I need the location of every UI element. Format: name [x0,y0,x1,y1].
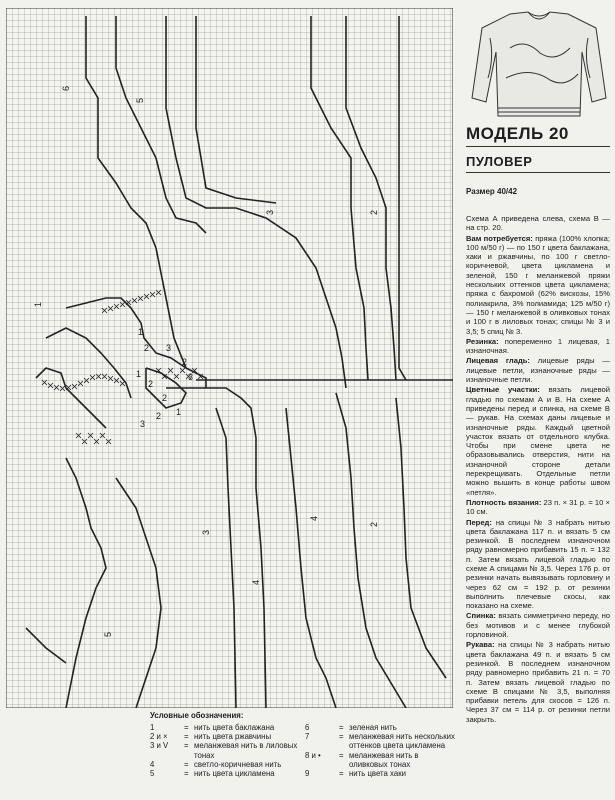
chart-color-number: 4 [251,579,262,586]
model-title: МОДЕЛЬ 20 [466,124,569,143]
chart-color-number: 3 [166,343,172,353]
garment-title: ПУЛОВЕР [466,154,533,169]
size-label: Размер 40/42 [466,187,518,196]
instruction-paragraph: Резинка: попеременно 1 лицевая, 1 изнаночная. [466,336,610,356]
legend-row: 8 и • = меланжевая нить в оливковых тонах [305,750,419,769]
legend-title: Условные обозначения: [150,711,244,720]
legend-row: 5 = нить цвета цикламена [150,769,275,779]
chart-color-number: 3 [140,419,146,429]
chart-color-number: 1 [33,301,44,308]
instruction-paragraph: Перед: на спицы № 3 набрать нитью цвета баклажана 117 п. и вязать 5 см резинкой. В последнем изнаночном ряду равномерно прибавить 15 п. = 132 п. Затем вязать лицевой гладью по схеме А спицами № 3,5. Через 176 р. от резинки начать вывязывать горловину и через 62 см = 192 р. от резинки выполнить плечевые скосы, как показано на схеме. [466,517,610,611]
legend-row: 3 и V = меланжевая нить в лиловых тонах [150,741,298,760]
legend-row: 9 = нить цвета хаки [305,769,406,779]
legend-column-right [305,723,455,778]
chart-color-number: 2 [148,379,154,389]
instruction-paragraph: Плотность вязания: 23 п. × 31 р. = 10 × 10 см. [466,497,610,517]
chart-color-number: 2 [144,343,150,353]
instruction-paragraph: Вам потребуется: пряжа (100% хлопка; 100 м/50 г) — по 150 г цвета баклажана, хаки и ржавчины, по 100 г светло-коричневой, цвета цикламена и зеленой, 150 г меланжевой пряжи нескольких оттенков цвета цикламена; пряжа с бахромой (62% вискозы, 15% полиакрила, 3% полиамида; 125 м/50 г) — 150 г меланжевой в оливковых тонах и 100 г в лиловых тонах; спицы № 3 и 3,5; 5 спиц № 3. [466,233,610,336]
chart-color-number: 4 [309,515,320,522]
legend-row: 1 = нить цвета баклажана [150,723,275,732]
chart-color-number: 3 [265,209,276,216]
legend-row: 7 = меланжевая нить нескольких оттенков цвета цикламена [305,732,455,751]
instruction-paragraph: Схема А приведена слева, схема В — на стр. 20. [466,214,610,233]
chart-color-number: 2 [369,521,380,528]
sweater-sketch [470,8,608,126]
chart-color-number: 2 [369,209,380,216]
legend [150,711,455,799]
knitting-chart [6,8,453,708]
divider [466,172,610,173]
legend-column-left [150,723,300,778]
chart-color-number: 2 [182,357,188,367]
legend-row: 2 и × = нить цвета ржавчины [150,732,272,742]
chart-color-number: 2 [162,393,168,403]
chart-color-number: 6 [61,85,72,92]
instruction-paragraph: Спинка: вязать симметрично переду, но без мотивов и с менее глубокой горловиной. [466,611,610,640]
legend-row: 6 = зеленая нить [305,723,397,732]
chart-color-number: 1 [138,327,144,337]
chart-grid [6,8,453,708]
chart-color-number: 5 [103,631,114,638]
chart-color-number: 3 [188,372,194,382]
divider [466,146,610,147]
instruction-paragraph: Рукава: на спицы № 3 набрать нитью цвета баклажана 49 п. и вязать 5 см резинкой. В последнем изнаночном ряду равномерно прибавить 21 п. = 70 п. Затем вязать лицевой гладью по схеме В спицами № 3,5, выполняя прибавки петель для скосов = 126 п. Через 37 см = 114 р. от резинки петли закрыть. [466,640,610,724]
chart-color-number: 1 [136,369,142,379]
chart-color-number: 1 [176,407,182,417]
instructions [466,214,610,725]
chart-color-number: 2 [156,411,162,421]
chart-color-number: 3 [201,529,212,536]
legend-row: 4 = светло-коричневая нить [150,759,282,769]
instruction-paragraph: Цветные участки: вязать лицевой гладью по схемам А и В. На схеме А приведены перед и спинка, на схеме В — рукав. На схемах даны лицевые и изнаночные ряды. Каждый цветной участок вязать от отдельного клубка. Чтобы при смене цвета не образовывались отверстия, нити на изнаночной стороне детали перекрещивать. Отдельные петли можно вышить в конце работы швом «петля». [466,385,610,497]
chart-color-number: 5 [135,97,146,104]
instruction-paragraph: Лицевая гладь: лицевые ряды — лицевые петли, изнаночные ряды — изнаночные петли. [466,356,611,385]
